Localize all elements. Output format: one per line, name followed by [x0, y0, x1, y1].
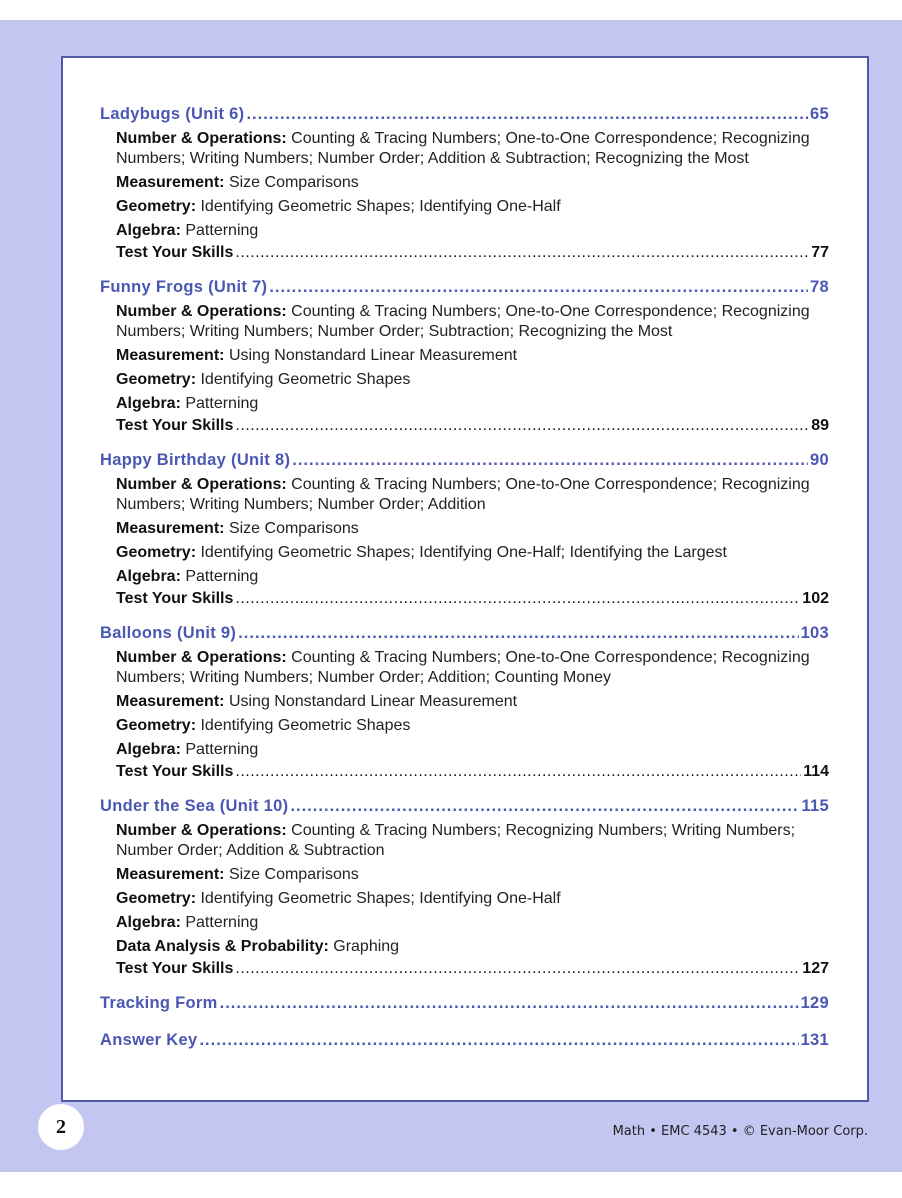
- test-your-skills-row[interactable]: [116, 416, 829, 436]
- unit-heading[interactable]: [100, 448, 829, 473]
- topic-label: Geometry:: [116, 717, 197, 734]
- answer-key-entry[interactable]: [100, 1028, 829, 1053]
- topic-item: [116, 129, 829, 169]
- topic-text: Size Comparisons: [228, 866, 359, 883]
- dot-leader: [235, 243, 809, 263]
- test-your-skills-row[interactable]: [116, 959, 829, 979]
- topic-item: [116, 519, 829, 539]
- topic-list: [100, 302, 829, 436]
- topic-item: [116, 648, 829, 688]
- table-of-contents: [61, 56, 869, 1102]
- unit-title: Happy Birthday (Unit 8): [100, 451, 291, 469]
- unit-page-number: 78: [810, 278, 829, 296]
- topic-text: Using Nonstandard Linear Measurement: [228, 347, 518, 364]
- dot-leader: [220, 991, 799, 1016]
- topic-item: [116, 346, 829, 366]
- topic-label: Data Analysis & Probability:: [116, 938, 329, 955]
- topic-label: Geometry:: [116, 371, 197, 388]
- topic-label: Algebra:: [116, 741, 181, 758]
- topic-text: Identifying Geometric Shapes: [200, 717, 411, 734]
- topic-item: [116, 394, 829, 414]
- topic-label: Measurement:: [116, 693, 225, 710]
- unit-page-number: 90: [810, 451, 829, 469]
- topic-item: [116, 221, 829, 241]
- topic-text: Counting & Tracing Numbers; One-to-One Correspondence; Recognizing Numbers; Writing Numbers; Number Order; Addition; Counting Money: [116, 649, 810, 686]
- unit-page-number: 103: [800, 624, 829, 642]
- topic-label: Algebra:: [116, 914, 181, 931]
- topic-list: [100, 821, 829, 979]
- unit-heading[interactable]: [100, 621, 829, 646]
- test-your-skills-row[interactable]: [116, 243, 829, 263]
- test-label: Test Your Skills: [116, 763, 234, 780]
- dot-leader: [235, 762, 801, 782]
- topic-list: [100, 129, 829, 263]
- topic-label: Geometry:: [116, 890, 197, 907]
- topic-item: [116, 740, 829, 760]
- test-label: Test Your Skills: [116, 244, 234, 261]
- page-number-badge: 2: [38, 1104, 84, 1150]
- unit-heading[interactable]: [100, 275, 829, 300]
- unit-heading[interactable]: [100, 794, 829, 819]
- topic-item: [116, 913, 829, 933]
- topic-item: [116, 865, 829, 885]
- topic-text: Graphing: [333, 938, 400, 955]
- test-your-skills-row[interactable]: [116, 589, 829, 609]
- dot-leader: [290, 794, 799, 819]
- dot-leader: [235, 589, 800, 609]
- footer-credit: Math • EMC 4543 • © Evan-Moor Corp.: [612, 1124, 868, 1139]
- topic-text: Counting & Tracing Numbers; One-to-One Correspondence; Recognizing Numbers; Writing Numbers; Number Order; Addition: [116, 476, 810, 513]
- dot-leader: [235, 959, 800, 979]
- unit-title: Under the Sea (Unit 10): [100, 797, 289, 815]
- topic-text: Identifying Geometric Shapes; Identifying One-Half: [200, 198, 561, 215]
- dot-leader: [238, 621, 798, 646]
- topic-label: Number & Operations:: [116, 130, 287, 147]
- topic-list: [100, 475, 829, 609]
- topic-text: Size Comparisons: [228, 520, 359, 537]
- test-label: Test Your Skills: [116, 960, 234, 977]
- topic-text: Using Nonstandard Linear Measurement: [228, 693, 518, 710]
- unit-entry: [100, 794, 829, 979]
- test-your-skills-row[interactable]: [116, 762, 829, 782]
- topic-label: Geometry:: [116, 544, 197, 561]
- topic-item: [116, 937, 829, 957]
- dot-leader: [292, 448, 808, 473]
- topic-text: Counting & Tracing Numbers; Recognizing Numbers; Writing Numbers; Number Order; Addition & Subtraction: [116, 822, 796, 859]
- test-label: Test Your Skills: [116, 590, 234, 607]
- topic-item: [116, 302, 829, 342]
- dot-leader: [269, 275, 808, 300]
- topic-item: [116, 889, 829, 909]
- topic-text: Identifying Geometric Shapes: [200, 371, 411, 388]
- topic-text: Patterning: [185, 741, 259, 758]
- topic-label: Measurement:: [116, 520, 225, 537]
- unit-page-number: 115: [801, 797, 829, 815]
- topic-label: Number & Operations:: [116, 822, 287, 839]
- topic-item: [116, 173, 829, 193]
- topic-label: Geometry:: [116, 198, 197, 215]
- topic-item: [116, 821, 829, 861]
- unit-title: Ladybugs (Unit 6): [100, 105, 245, 123]
- topic-list: [100, 648, 829, 782]
- topic-item: [116, 370, 829, 390]
- topic-item: [116, 543, 829, 563]
- answer-key-page-number: 131: [800, 1031, 829, 1049]
- unit-title: Balloons (Unit 9): [100, 624, 237, 642]
- unit-entry: [100, 448, 829, 609]
- topic-item: [116, 716, 829, 736]
- dot-leader: [199, 1028, 798, 1053]
- dot-leader: [235, 416, 809, 436]
- tracking-form-page-number: 129: [800, 994, 829, 1012]
- topic-label: Algebra:: [116, 395, 181, 412]
- topic-text: Patterning: [185, 395, 259, 412]
- topic-label: Number & Operations:: [116, 303, 287, 320]
- unit-title: Funny Frogs (Unit 7): [100, 278, 268, 296]
- topic-text: Identifying Geometric Shapes; Identifying One-Half; Identifying the Largest: [200, 544, 727, 561]
- topic-text: Patterning: [185, 914, 259, 931]
- tracking-form-entry[interactable]: [100, 991, 829, 1016]
- unit-page-number: 65: [810, 105, 829, 123]
- unit-heading[interactable]: [100, 102, 829, 127]
- test-page-number: 77: [811, 244, 829, 261]
- topic-label: Measurement:: [116, 174, 225, 191]
- topic-text: Counting & Tracing Numbers; One-to-One Correspondence; Recognizing Numbers; Writing Numbers; Number Order; Subtraction; Recognizing the Most: [116, 303, 810, 340]
- unit-entry: [100, 102, 829, 263]
- test-label: Test Your Skills: [116, 417, 234, 434]
- answer-key-title: Answer Key: [100, 1031, 198, 1049]
- topic-text: Counting & Tracing Numbers; One-to-One Correspondence; Recognizing Numbers; Writing Numbers; Number Order; Addition & Subtraction; Recognizing the Most: [116, 130, 810, 167]
- test-page-number: 127: [802, 960, 829, 977]
- dot-leader: [246, 102, 808, 127]
- test-page-number: 114: [803, 763, 829, 780]
- topic-label: Algebra:: [116, 222, 181, 239]
- tracking-form-title: Tracking Form: [100, 994, 218, 1012]
- topic-item: [116, 197, 829, 217]
- topic-label: Algebra:: [116, 568, 181, 585]
- topic-label: Number & Operations:: [116, 649, 287, 666]
- topic-text: Patterning: [185, 568, 259, 585]
- topic-item: [116, 692, 829, 712]
- topic-label: Number & Operations:: [116, 476, 287, 493]
- topic-item: [116, 567, 829, 587]
- unit-entry: [100, 275, 829, 436]
- topic-label: Measurement:: [116, 347, 225, 364]
- test-page-number: 102: [802, 590, 829, 607]
- topic-text: Identifying Geometric Shapes; Identifying One-Half: [200, 890, 561, 907]
- topic-label: Measurement:: [116, 866, 225, 883]
- topic-text: Size Comparisons: [228, 174, 359, 191]
- topic-text: Patterning: [185, 222, 259, 239]
- test-page-number: 89: [811, 417, 829, 434]
- unit-entry: [100, 621, 829, 782]
- topic-item: [116, 475, 829, 515]
